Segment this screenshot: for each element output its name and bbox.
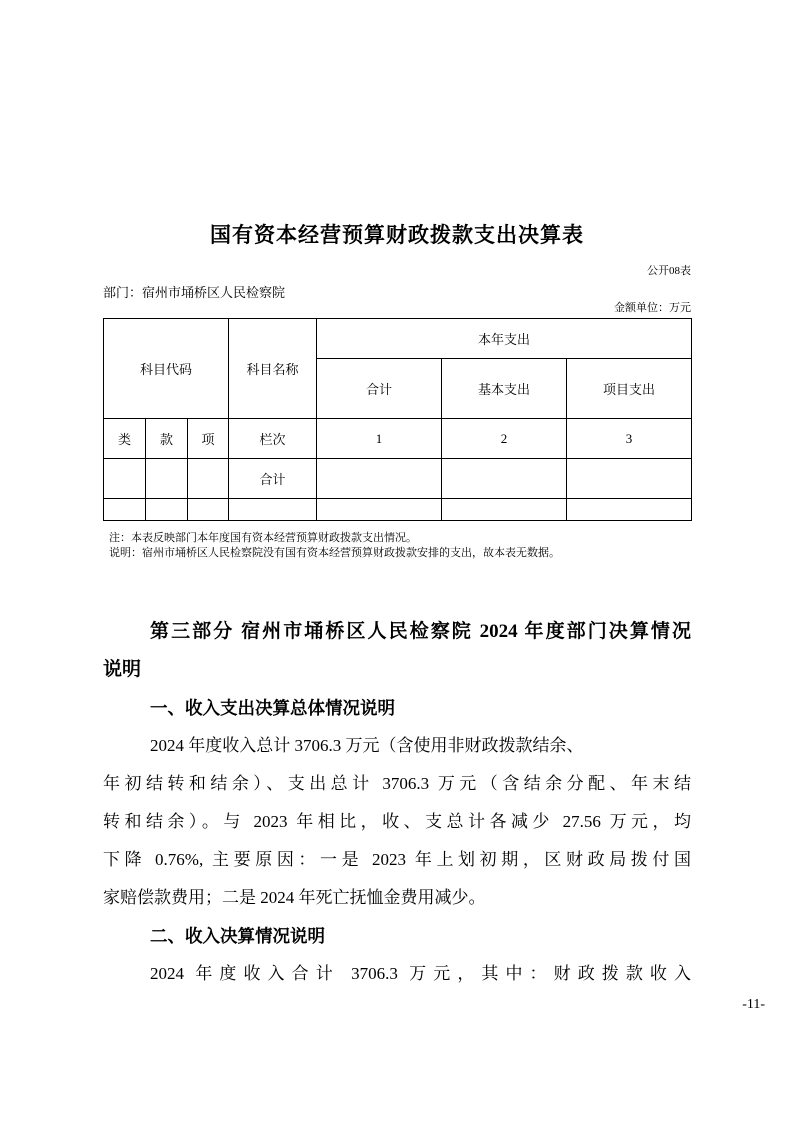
amount-unit-label: 金额单位：万元 bbox=[614, 302, 691, 314]
cell-name: 合计 bbox=[229, 459, 317, 499]
cell-code-sub bbox=[188, 499, 229, 521]
note-line-1: 注：本表反映部门本年度国有资本经营预算财政拨款支出情况。 bbox=[109, 532, 417, 544]
paragraph-1-line: 家赔偿款费用；二是 2024 年死亡抚恤金费用减少。 bbox=[103, 888, 486, 907]
cell-project bbox=[567, 459, 692, 499]
part-three-heading-line-1: 第三部分 宿州市埇桥区人民检察院 2024 年度部门决算情况 bbox=[150, 621, 691, 642]
code-col-class: 类 bbox=[104, 419, 146, 459]
paragraph-1-line: 年初结转和结余）、支出总计 3706.3 万元（含结余分配、年末结 bbox=[103, 774, 691, 793]
paragraph-1-line: 2024 年度收入总计 3706.3 万元（含使用非财政拨款结余、 bbox=[150, 736, 584, 755]
cell-code-item bbox=[146, 499, 188, 521]
part-three-heading bbox=[103, 613, 691, 689]
th-basic-expenditure: 基本支出 bbox=[442, 359, 567, 419]
table-header-row-1 bbox=[104, 319, 692, 359]
column-index-3: 3 bbox=[567, 419, 692, 459]
code-col-item: 款 bbox=[146, 419, 188, 459]
paragraph-2-line: 2024 年度收入合计 3706.3 万元，其中：财政拨款收入 bbox=[150, 964, 691, 983]
cell-code-class bbox=[104, 499, 146, 521]
th-subject-code: 科目代码 bbox=[104, 319, 229, 419]
cell-code-item bbox=[146, 459, 188, 499]
narrative-section bbox=[103, 613, 691, 993]
column-index-1: 1 bbox=[317, 419, 442, 459]
table-notes bbox=[103, 531, 691, 561]
note-line-2: 说明：宿州市埇桥区人民检察院没有国有资本经营预算财政拨款安排的支出，故本表无数据。 bbox=[109, 547, 560, 559]
th-subject-name: 科目名称 bbox=[229, 319, 317, 419]
th-year-expenditure: 本年支出 bbox=[317, 319, 692, 359]
cell-total bbox=[317, 459, 442, 499]
section-2-heading: 二、收入决算情况说明 bbox=[150, 926, 325, 946]
cell-code-class bbox=[104, 459, 146, 499]
column-index-label: 栏次 bbox=[229, 419, 317, 459]
cell-total bbox=[317, 499, 442, 521]
table-row-total bbox=[104, 459, 692, 499]
table-column-index-row bbox=[104, 419, 692, 459]
cell-name bbox=[229, 499, 317, 521]
page-number: -11- bbox=[742, 997, 765, 1012]
cell-code-sub bbox=[188, 459, 229, 499]
paragraph-2 bbox=[103, 955, 691, 993]
department-label: 部门：宿州市埇桥区人民检察院 bbox=[103, 285, 286, 300]
expenditure-table bbox=[103, 318, 692, 521]
document-title: 国有资本经营预算财政拨款支出决算表 bbox=[210, 223, 584, 247]
column-index-2: 2 bbox=[442, 419, 567, 459]
paragraph-1-line: 下降 0.76%, 主要原因：一是 2023 年上划初期，区财政局拨付国 bbox=[103, 850, 691, 869]
code-col-sub: 项 bbox=[188, 419, 229, 459]
cell-basic bbox=[442, 499, 567, 521]
part-three-heading-line-2: 说明 bbox=[103, 659, 142, 680]
paragraph-1-line: 转和结余）。与 2023 年相比，收、支总计各减少 27.56 万元，均 bbox=[103, 812, 691, 831]
section-1-heading: 一、收入支出决算总体情况说明 bbox=[150, 698, 395, 718]
form-label: 公开08表 bbox=[647, 265, 691, 277]
table-row-empty bbox=[104, 499, 692, 521]
cell-project bbox=[567, 499, 692, 521]
cell-basic bbox=[442, 459, 567, 499]
th-project-expenditure: 项目支出 bbox=[567, 359, 692, 419]
th-total: 合计 bbox=[317, 359, 442, 419]
paragraph-1 bbox=[103, 727, 691, 917]
